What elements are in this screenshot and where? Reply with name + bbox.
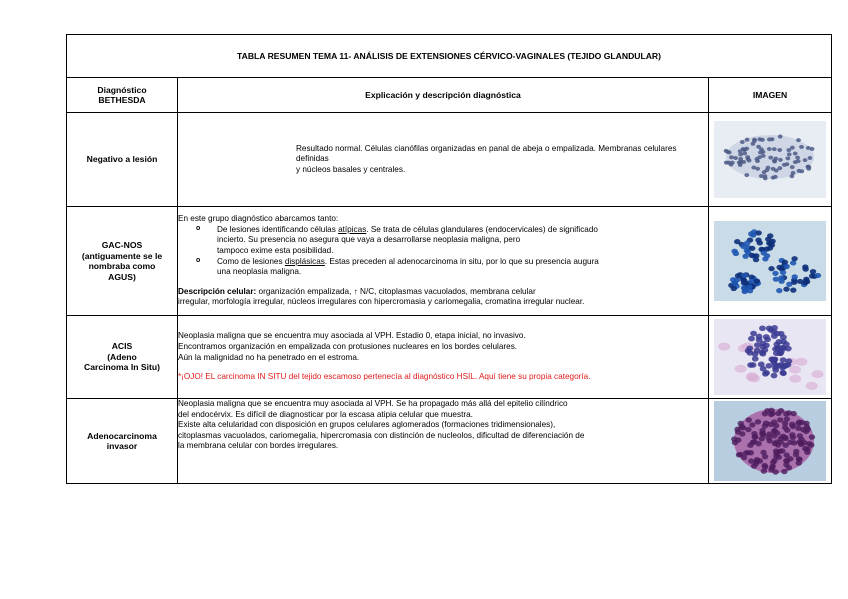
acis-warning: *¡OJO! EL carcinoma IN SITU del tejido escamoso pertenecía al diagnóstico HSIL. Aquí tiene su propia categoría. [178, 372, 591, 382]
table-row [67, 113, 832, 207]
header-explicacion: Explicación y descripción diagnóstica [178, 78, 709, 113]
gac-cell-image [714, 221, 826, 301]
description-adenocarcinoma: Neoplasia maligna que se encuentra muy asociada al VPH. Se ha propagado más allá del epitelio cilíndrico del endocérvix. Es difícil de diagnosticar por la escasa atipia celular que muestra. Existe alta celularidad con disposición en grupos celulares aglomerados (formaciones tridimensionales), citoplasmas vacuolados, cariomegalia, hipercromasia con distinción de nucleolos, dificultad de diferenciación de la membrana celular con bordes irregulares. [178, 399, 709, 484]
diagnosis-negativo: Negativo a lesión [67, 113, 178, 207]
diagnosis-adenocarcinoma: Adenocarcinoma invasor [67, 399, 178, 484]
diagnosis-acis: ACIS (Adeno Carcinoma In Situ) [67, 316, 178, 399]
image-cell-acis [709, 316, 832, 399]
image-cell-gac [709, 207, 832, 316]
image-cell-negativo [709, 113, 832, 207]
list-item: o Como de lesiones displásicas. Estas preceden al adenocarcinoma in situ, por lo que su presencia augura una neoplasia maligna. [178, 257, 708, 278]
table-row [67, 399, 832, 484]
adeno-cell-image [714, 401, 826, 481]
bullet-list [178, 225, 708, 278]
table-row [67, 316, 832, 399]
diagnosis-gac-nos: GAC-NOS (antiguamente se le nombraba como AGUS) [67, 207, 178, 316]
description-acis: Neoplasia maligna que se encuentra muy asociada al VPH. Estadio 0, etapa inicial, no invasivo. Encontramos organización en empalizada con protusiones nucleares en los bordes celulares. Aún la malignidad no ha penetrado en el estroma. *¡OJO! EL carcinoma IN SITU del tejido escamoso pertenecía al diagnóstico HSIL. Aquí tiene su propia categoría. [178, 316, 709, 399]
header-row [67, 78, 832, 113]
table-title: TABLA RESUMEN TEMA 11- ANÁLISIS DE EXTENSIONES CÉRVICO-VAGINALES (TEJIDO GLANDULAR) [67, 35, 832, 78]
table-row [67, 207, 832, 316]
header-imagen: IMAGEN [709, 78, 832, 113]
list-item: o De lesiones identificando células atípicas. Se trata de células glandulares (endocervicales) de significado incierto. Su presencia no asegura que vaya a desarrollarse neoplasia maligna, pero tampoco exime esta posibilidad. [178, 225, 708, 257]
image-cell-adeno [709, 399, 832, 484]
negativo-cell-image [714, 121, 826, 198]
header-diagnostico: Diagnóstico BETHESDA [67, 78, 178, 113]
description-gac-nos: En este grupo diagnóstico abarcamos tanto: o De lesiones identificando células atípicas. Se trata de células glandulares (endocervicales) de significado incierto. Su presencia no asegura que vaya a desarrollarse neoplasia maligna, pero tampoco exime esta posibilidad. o Como de lesiones displásicas. Estas preceden al adenocarcinoma in situ, por lo que su presencia augura una neoplasia maligna. Descripción celular: organización empalizada, ↑ N/C, citoplasmas vacuolados, membrana celular irregular, morfología irregular, núcleos irregulares con hipercromasia y cariomegalia, cromatina irregular nuclear. [178, 207, 709, 316]
acis-cell-image [714, 319, 826, 395]
description-negativo: Resultado normal. Células cianófilas organizadas en panal de abeja o empalizada. Membranas celulares definidas y núcleos basales y centrales. [178, 113, 709, 207]
summary-table [66, 34, 832, 484]
